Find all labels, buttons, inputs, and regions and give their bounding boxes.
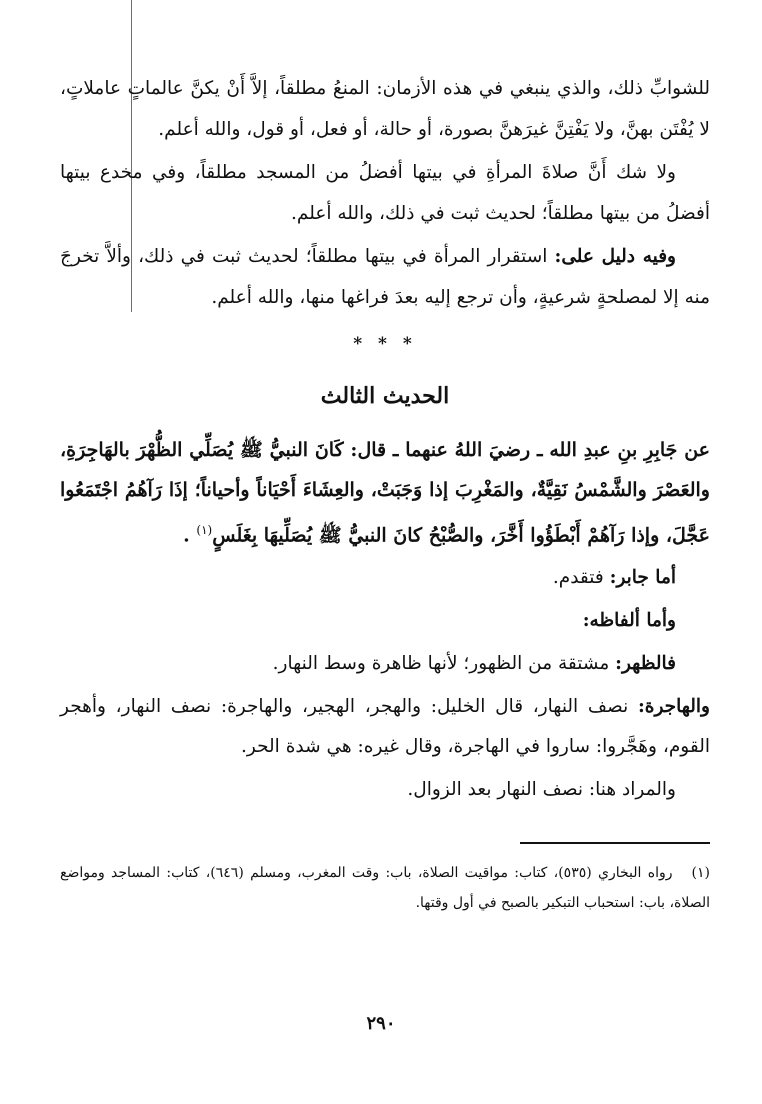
- zuhr-lead: فالظهر:: [615, 653, 676, 675]
- paragraph-3: [60, 236, 710, 318]
- hadith-body: عن جَابِرِ بنِ عبدِ الله ـ رضيَ اللهُ عنهما ـ قال: كَانَ النبيُّ ﷺ يُصَلِّي الظُّهْرَ بالهَاجِرَةِ، والعَصْرَ والشَّمْسُ نَقِيَّةٌ، والمَغْرِبَ إذا وَجَبَتْ، والعِشَاءَ أَحْيَاناً وأحياناً؛ إذَا رَآهُمُ اجْتَمَعُوا عَجَّلَ، وإذا رَآهُمْ أَبْطَؤُوا أَخَّرَ، والصُّبْحُ كانَ النبيُّ ﷺ يُصَلِّيهَا بِغَلَسٍ: [60, 439, 710, 547]
- hadith-end: .: [183, 524, 197, 547]
- hadith-text: [60, 430, 710, 555]
- paragraph-3-text: استقرار المرأة في بيتها مطلقاً؛ لحديث ثبت في ذلك، وألاَّ تخرجَ منه إلا لمصلحةٍ شرعيةٍ، وأن ترجع إليه بعدَ فراغها منها، والله أعلم.: [60, 246, 710, 308]
- paragraph-1: للشوابِّ ذلك، والذي ينبغي في هذه الأزمان: المنعُ مطلقاً، إلاَّ أَنْ يكنَّ عالماتٍ عاملاتٍ، لا يُفْتَن بهنَّ، ولا يَفْتِنَّ غيرَهنَّ بصورة، أو حالة، أو فعل، أو قول، والله أعلم.: [60, 78, 710, 140]
- page-body: [60, 68, 710, 918]
- paragraph-3-lead: وفيه دليل على:: [554, 246, 676, 267]
- zuhr-definition: [60, 644, 710, 684]
- section-title: الحديث الثالث: [320, 383, 450, 409]
- meaning-note: والمراد هنا: نصف النهار بعد الزوال.: [407, 779, 676, 801]
- footnote-reference: (١): [196, 523, 213, 537]
- narrator-text: فتقدم.: [552, 567, 610, 589]
- paragraph-2: ولا شك أَنَّ صلاةَ المرأةِ في بيتها أفضلُ من المسجد مطلقاً، وفي مخدع بيتها أفضلُ من بيتها مطلقاً؛ لحديث ثبت في ذلك، والله أعلم.: [60, 162, 710, 224]
- zuhr-text: مشتقة من الظهور؛ لأنها ظاهرة وسط النهار.: [272, 653, 616, 675]
- hajira-text: نصف النهار، قال الخليل: والهجر، الهجير، والهاجرة: نصف النهار، وأهجر القوم، وهَجَّروا: ساروا في الهاجرة، وقال غيره: هي شدة الحر.: [60, 696, 710, 758]
- narrator-lead: أما جابر:: [609, 567, 676, 589]
- narrator-note: [60, 558, 710, 598]
- footnote-number: (١): [691, 864, 710, 881]
- footnote-divider: [520, 842, 710, 844]
- section-separator: * * *: [353, 334, 417, 354]
- footnote: [60, 858, 710, 918]
- page-number: ٢٩٠: [366, 1013, 396, 1034]
- footnote-text: رواه البخاري (٥٣٥)، كتاب: مواقيت الصلاة، باب: وقت المغرب، ومسلم (٦٤٦)، كتاب: المساجد ومواضع الصلاة، باب: استحباب التبكير بالصبح في أول وقتها.: [60, 864, 710, 911]
- hajira-lead: والهاجرة:: [637, 696, 710, 718]
- hajira-definition: [60, 687, 710, 767]
- vocabulary-heading: وأما ألفاظه:: [582, 610, 676, 632]
